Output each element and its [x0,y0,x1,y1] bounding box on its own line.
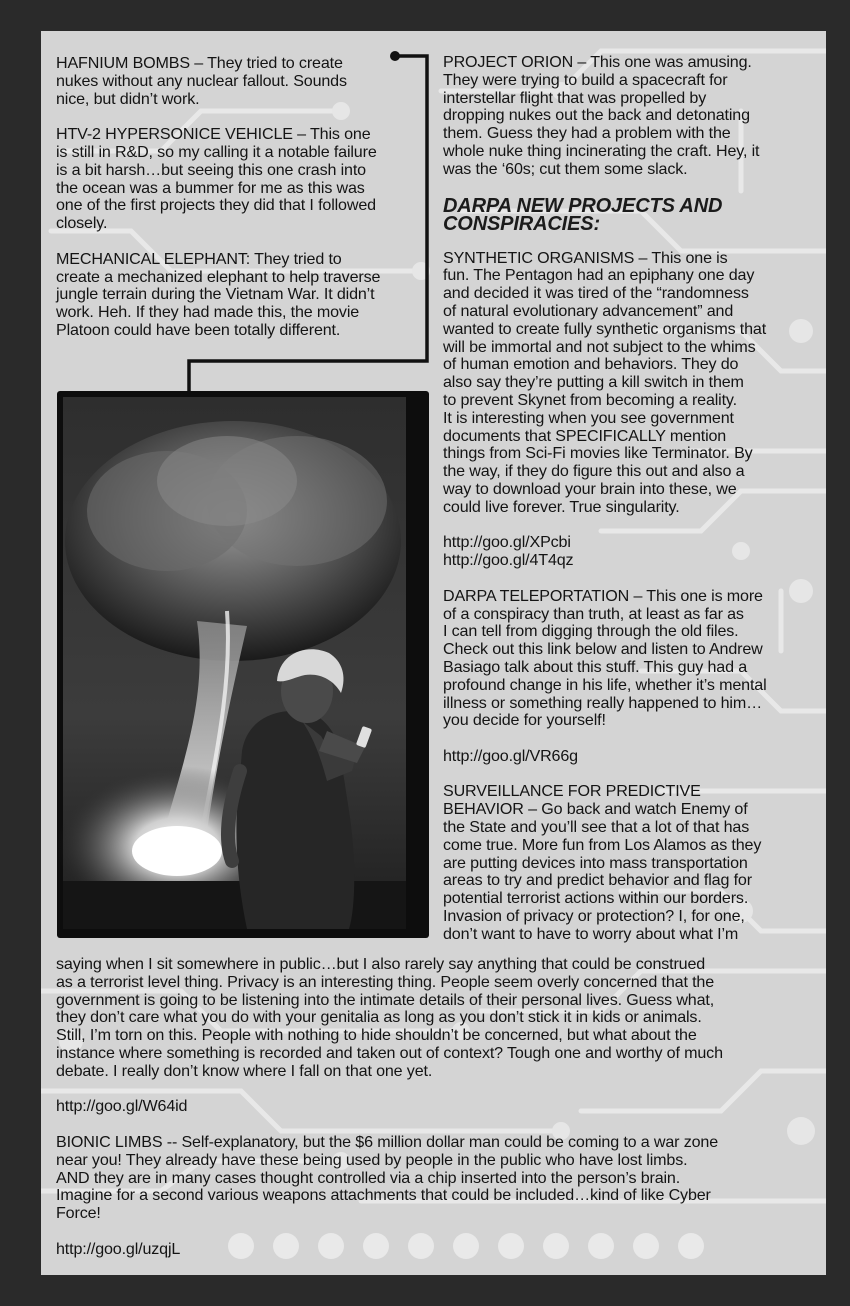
links-synthetic-organisms: http://goo.gl/XPcbi http://goo.gl/4T4qz [443,533,574,570]
comic-page [41,31,826,1275]
paragraph-bionic-limbs: BIONIC LIMBS -- Self-explanatory, but the $6 million dollar man could be coming to a war zone near you! They already have these being used by people in the public who have lost limbs. AND they are in many cases thought controlled via a chip inserted into the person’s brain. Imagine for a second various weapons attachments that could be included…kind of like Cyber Force! [56,1132,719,1223]
link-bionic-limbs: http://goo.gl/uzqjL [56,1239,181,1258]
paragraph-mechanical-elephant: MECHANICAL ELEPHANT: They tried to create a mechanized elephant to help traverse jungle terrain during the Vietnam War. It didn’t work. Heh. If they had made this, the movie Platoon could have been totally different. [56,249,381,339]
illustration-panel [57,391,429,938]
paragraph-hafnium-bombs: HAFNIUM BOMBS – They tried to create nukes without any nuclear fallout. Sounds nice, but didn’t work. [56,54,347,108]
bottom-section [56,956,824,1259]
paragraph-synthetic-organisms: SYNTHETIC ORGANISMS – This one is fun. The Pentagon had an epiphany one day and decided it was tired of the “randomness of natural evolutionary advancement” and wanted to create fully synthetic organisms that will be immortal and not subject to the whims of human emotion and behaviors. They do also say they’re putting a kill switch in them to prevent Skynet from becoming a reality. It is interesting when you see government documents that SPECIFICALLY mention things from Sci-Fi movies like Terminator. By the way, if they do figure this out and also a way to download your brain into these, we could live forever. True singularity. [443,248,767,516]
link-surveillance: http://goo.gl/W64id [56,1097,188,1116]
left-column [56,55,428,340]
paragraph-surveillance: SURVEILLANCE FOR PREDICTIVE BEHAVIOR – Go back and watch Enemy of the State and you’ll see that a lot of that has come true. More fun from Los Alamos as they are putting devices into mass transportation areas to try and predict behavior and flag for potential terrorist actions within our borders. Invasion of privacy or protection? I, for one, don’t want to have to worry about what I’m [443,782,762,943]
link-teleportation: http://goo.gl/VR66g [443,746,578,765]
illustration-figure-with-phone [57,391,429,938]
section-heading: DARPA NEW PROJECTS AND CONSPIRACIES: [443,194,723,236]
paragraph-project-orion: PROJECT ORION – This one was amusing. They were trying to build a spacecraft for interstellar flight that was propelled by dropping nukes out the back and detonating them. Guess they had a problem with the whole nuke thing incinerating the craft. Hey, it was the ‘60s; cut them some slack. [443,53,760,178]
right-column [443,54,825,944]
paragraph-htv2: HTV-2 HYPERSONICE VEHICLE – This one is still in R&D, so my calling it a notable failure is a bit harsh…but seeing this one crash into the ocean was a bummer for me as this was one of the first projects they did that I followed closely. [56,125,377,233]
paragraph-darpa-teleportation: DARPA TELEPORTATION – This one is more of a conspiracy than truth, at least as far as I can tell from digging through the old files. Check out this link below and listen to Andrew Basiago talk about this stuff. This guy had a profound change in his life, whether it’s mental illness or something really happened to him… you decide for yourself! [443,586,767,730]
paragraph-surveillance-continued: saying when I sit somewhere in public…but I also rarely say anything that could be construed as a terrorist level thing. Privacy is an interesting thing. People seem overly concerned that the government is going to be listening into the intimate details of their personal lives. Guess what, they don’t care what you do with your genitalia as long as you don’t stick it in kids or animals. Still, I’m torn on this. People with nothing to hide shouldn’t be concerned, but what about the instance where something is recorded and taken out of context? Tough one and worthy of much debate. I really don’t know where I fall on that one yet. [56,955,723,1080]
